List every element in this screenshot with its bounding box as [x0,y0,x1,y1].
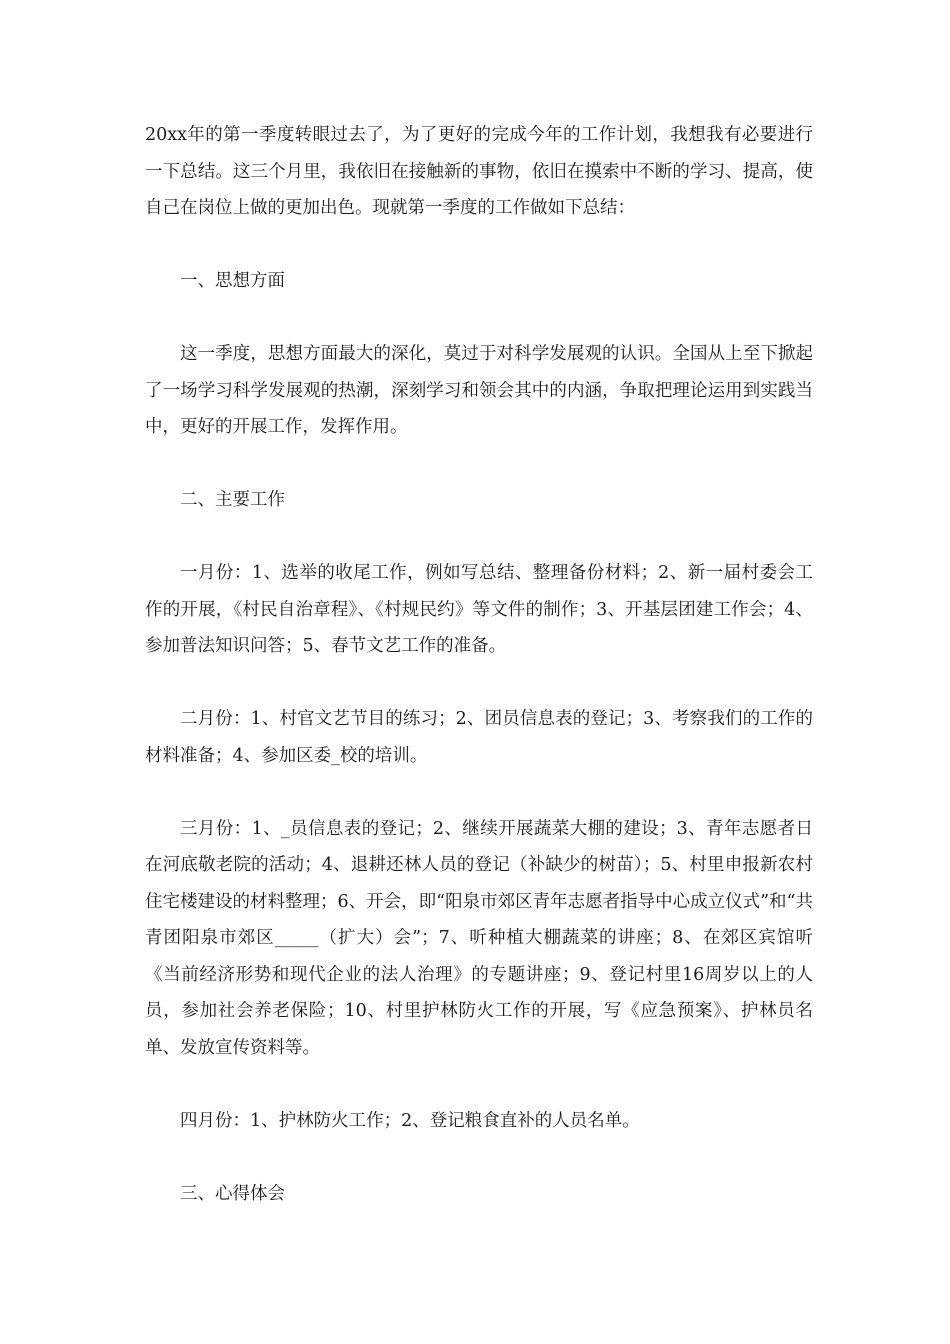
section-heading-main-work: 二、主要工作 [180,490,285,510]
section-heading-thought: 一、思想方面 [180,271,285,291]
thought-paragraph: 这一季度，思想方面最大的深化，莫过于对科学发展观的认识。全国从上至下掀起了一场学习科学发展观的热潮，深刻学习和领会其中的内涵，争取把理论运用到实践当中，更好的开展工作，发挥作用。 [145,344,813,437]
document-body [145,117,813,1249]
intro-paragraph: 20xx年的第一季度转眼过去了，为了更好的完成今年的工作计划，我想我有必要进行一下总结。这三个月里，我依旧在接触新的事物，依旧在摸索中不断的学习、提高，使自己在岗位上做的更加出色。现就第一季度的工作做如下总结： [145,125,813,218]
april-paragraph: 四月份：1、护林防火工作；2、登记粮食直补的人员名单。 [180,1110,640,1131]
january-paragraph: 一月份：1、选举的收尾工作，例如写总结、整理备份材料；2、新一届村委会工作的开展，《村民自治章程》、《村规民约》等文件的制作；3、开基层团建工作会；4、参加普法知识问答；5、春节文艺工作的准备。 [145,563,813,656]
section-heading-experience: 三、心得体会 [180,1183,285,1204]
february-paragraph: 二月份：1、村官文艺节目的练习；2、团员信息表的登记；3、考察我们的工作的材料准备；4、参加区委_校的培训。 [145,709,813,766]
march-paragraph: 三月份：1、_员信息表的登记；2、继续开展蔬菜大棚的建设；3、青年志愿者日在河底敬老院的活动；4、退耕还林人员的登记（补缺少的树苗）；5、村里申报新农村住宅楼建设的材料整理；6、开会，即“阳泉市郊区青年志愿者指导中心成立仪式”和“共青团阳泉市郊区_____（扩大）会”；7、听种植大棚蔬菜的讲座；8、在郊区宾馆听《当前经济形势和现代企业的法人治理》的专题讲座；9、登记村里16周岁以上的人员，参加社会养老保险；10、村里护林防火工作的开展，写《应急预案》、护林员名单、发放宣传资料等。 [145,818,813,1058]
